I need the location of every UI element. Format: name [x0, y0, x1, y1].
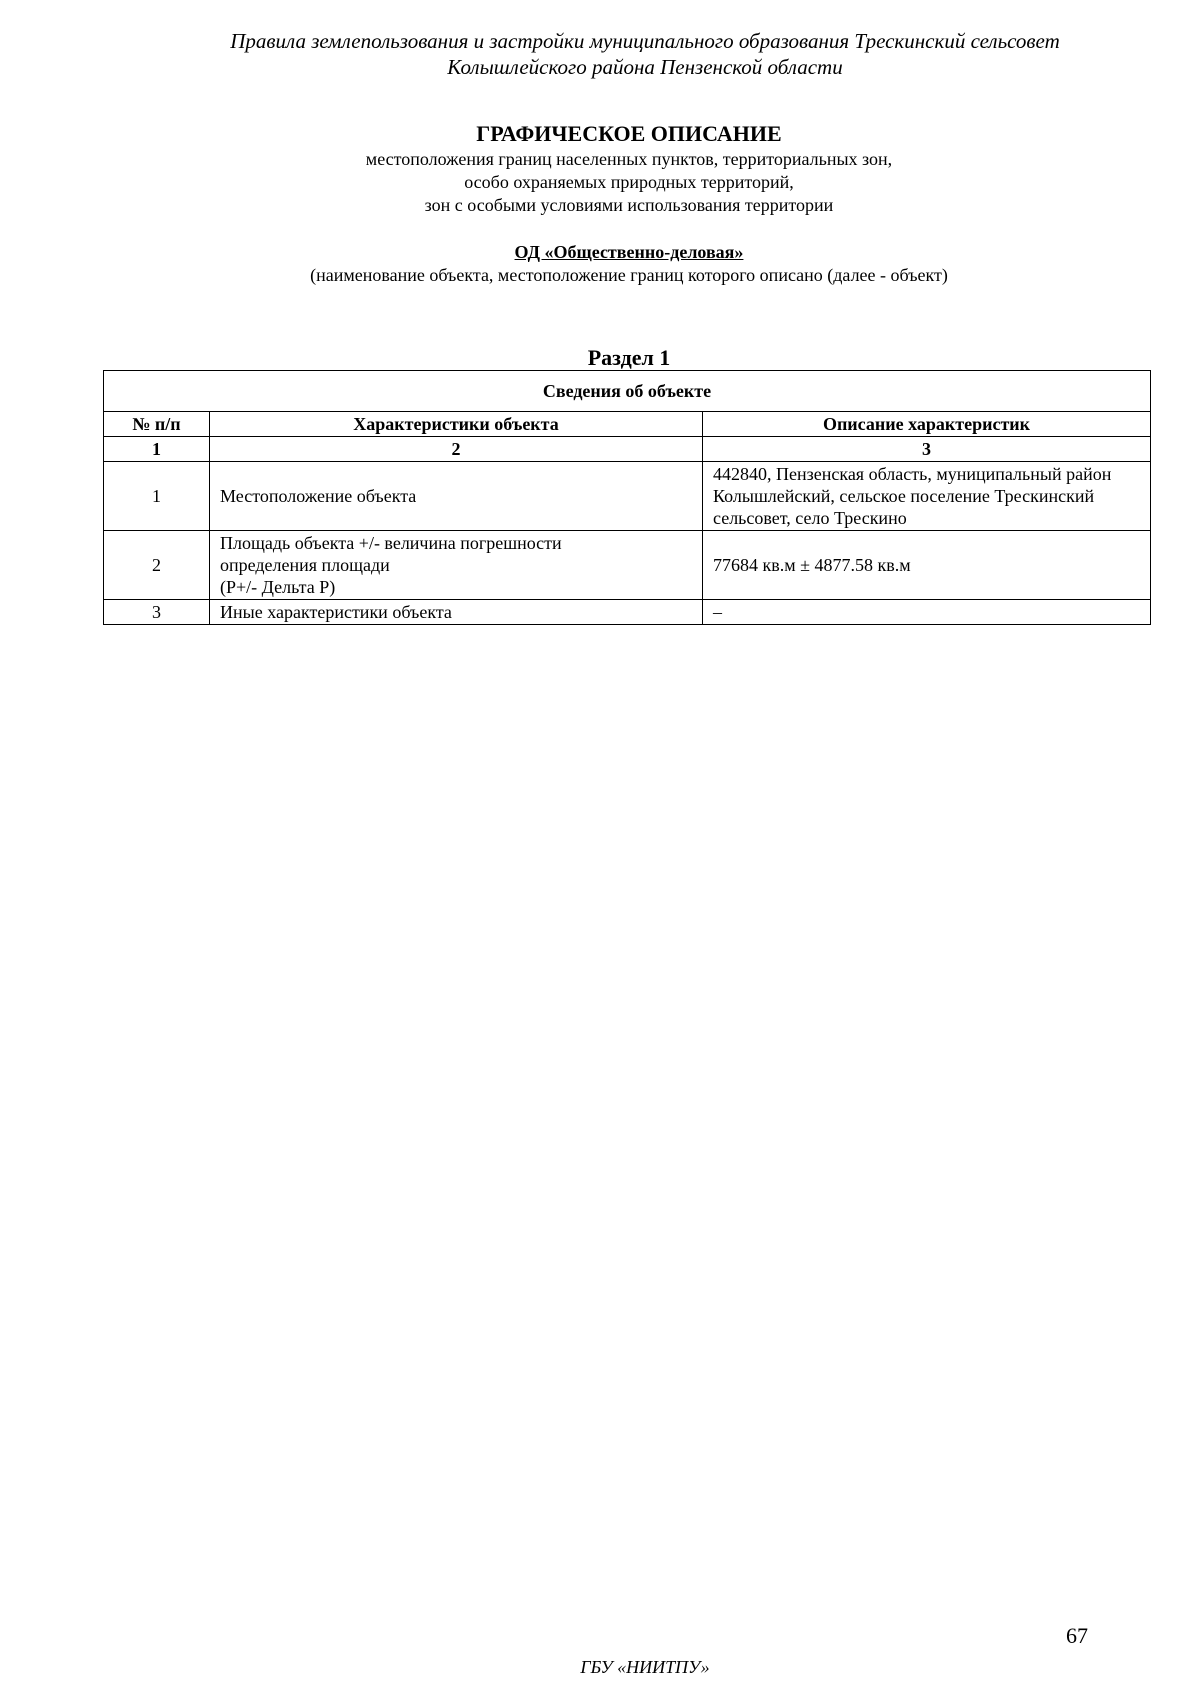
object-info-table [103, 370, 1151, 625]
header-characteristics: Характеристики объекта [210, 412, 703, 437]
row-characteristic [210, 600, 703, 625]
description-line: 77684 кв.м ± 4877.58 кв.м [713, 555, 911, 575]
row-num: 2 [104, 531, 210, 600]
numbering-cell-3: 3 [703, 437, 1151, 462]
header-line-1: Правила землепользования и застройки муниципального образования Трескинский сельсовет [230, 29, 1060, 53]
table-caption-row [104, 371, 1151, 412]
section-title-text: Раздел 1 [587, 345, 671, 370]
row-characteristic [210, 462, 703, 531]
description-line: сельсовет, село Трескино [713, 508, 907, 528]
numbering-cell-1: 1 [104, 437, 210, 462]
characteristic-line: Иные характеристики объекта [220, 602, 452, 622]
header-num: № п/п [104, 412, 210, 437]
header-description: Описание характеристик [703, 412, 1151, 437]
row-num: 1 [104, 462, 210, 531]
row-description [703, 531, 1151, 600]
running-footer [0, 1656, 1200, 1678]
subtitle-line-1: местоположения границ населенных пунктов, территориальных зон, [365, 149, 893, 169]
table-row [104, 531, 1151, 600]
document-title: ГРАФИЧЕСКОЕ ОПИСАНИЕ [476, 121, 782, 146]
row-characteristic [210, 531, 703, 600]
characteristic-line: (P+/- Дельта P) [220, 577, 336, 597]
table-row [104, 462, 1151, 531]
characteristic-line: определения площади [220, 555, 390, 575]
header-line-2: Колышлейского района Пензенской области [447, 55, 843, 79]
object-caption: (наименование объекта, местоположение границ которого описано (далее - объект) [310, 265, 948, 285]
title-block [0, 120, 1200, 287]
table-numbering-row [104, 437, 1151, 462]
table-header-row [104, 412, 1151, 437]
description-line: Колышлейский, сельское поселение Трескинский [713, 486, 1095, 506]
row-description [703, 600, 1151, 625]
row-num: 3 [104, 600, 210, 625]
description-line: – [713, 602, 722, 622]
description-line: 442840, Пензенская область, муниципальный район [713, 464, 1112, 484]
object-name: ОД «Общественно-деловая» [514, 242, 744, 262]
table-row [104, 600, 1151, 625]
row-description [703, 462, 1151, 531]
numbering-cell-2: 2 [210, 437, 703, 462]
subtitle-line-3: зон с особыми условиями использования территории [424, 195, 834, 215]
section-title [0, 344, 1200, 372]
characteristic-line: Площадь объекта +/- величина погрешности [220, 533, 562, 553]
subtitle-line-2: особо охраняемых природных территорий, [464, 172, 794, 192]
table-caption: Сведения об объекте [104, 371, 1151, 412]
page-number: 67 [1066, 1623, 1088, 1648]
footer-text: ГБУ «НИИТПУ» [580, 1657, 710, 1677]
characteristic-line: Местоположение объекта [220, 486, 417, 506]
running-header [0, 28, 1200, 80]
